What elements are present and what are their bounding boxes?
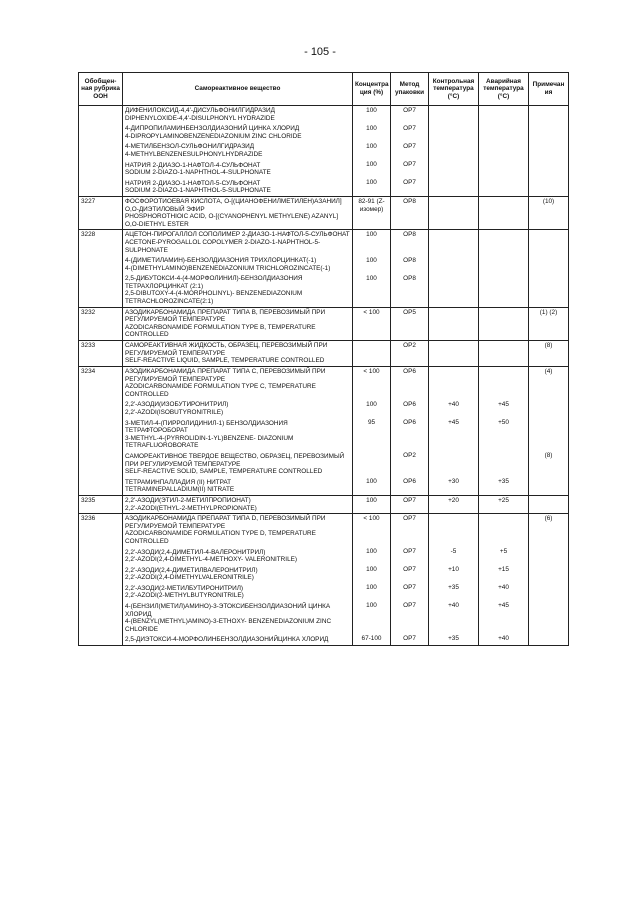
control-temp-value: +35 [448,635,459,643]
emergency-temp-value [481,515,526,545]
notes-value: (8) [544,452,553,460]
substance-name-ru: 2,2'-АЗОДИ(2,4-ДИМЕТИЛВАЛЕРОНИТРИЛ) [125,566,258,574]
substance-name-en: 4-DIPROPYLAMINOBENZENEDIAZONIUM ZINC CHLORIDE [125,132,302,140]
concentration-value: < 100 [363,368,380,376]
concentration-value [355,452,388,475]
control-temp-value [431,257,476,272]
substance-entry [125,636,350,644]
emergency-temp-value: +15 [498,566,509,574]
substance-entry [125,125,350,140]
control-temp-cell [429,341,479,367]
substance-name-en: 2,2'-AZODI(2-METHYLBUTYRONITRILE) [125,592,244,600]
substance-name-ru: 4-(БЕНЗИЛ(МЕТИЛ)АМИНО)-3-ЭТОКСИБЕНЗОЛДИАЗОНИЙ ЦИНКА ХЛОРИД [125,603,331,618]
substance-name-ru: 2,2'-АЗОДИ(2-МЕТИЛБУТИРОНИТРИЛ) [125,584,244,592]
control-temp-cell [429,106,479,197]
table-row [79,514,569,646]
control-temp-value [431,515,476,545]
substance-entry [125,342,350,365]
notes-cell [529,495,569,513]
emergency-temp-cell [479,495,529,513]
substance-name-en: AZODICARBONAMIDE FORMULATION TYPE B, TEMPERATURE CONTROLLED [125,323,316,339]
packing-method-value: OP6 [403,419,416,427]
emergency-temp-value [481,198,526,228]
notes-value [531,143,566,158]
substance-entry [125,515,350,545]
notes-value [531,584,566,599]
packing-method-value: OP8 [403,197,416,205]
substance-cell [123,196,353,229]
packing-method-value: OP6 [403,401,416,409]
packing-method-value: OP8 [403,257,416,265]
notes-value [531,125,566,140]
substance-name-en: 3-METHYL-4-(PYRROLIDIN-1-YL)BENZENE- DIAZONIUM TETRAFLUOROBORATE [125,434,294,450]
substance-name-en: 2,2'-AZODI(ISOBUTYRONITRILE) [125,409,224,416]
packing-method-value: OP5 [403,308,416,316]
concentration-cell [353,367,391,496]
control-temp-value [431,198,476,228]
notes-cell [529,341,569,367]
substance-name-ru: АЗОДИКАРБОНАМИДА ПРЕПАРАТ ТИПА D, ПЕРЕВОЗИМЫЙ ПРИ РЕГУЛИРУЕМОЙ ТЕМПЕРАТУРЕ [125,515,326,530]
packing-method-cell [391,196,429,229]
concentration-value [355,342,388,365]
substance-entry [125,231,350,254]
control-temp-cell [429,495,479,513]
notes-value [531,548,566,563]
substance-entry [125,275,350,305]
substance-name-ru: 4-(ДИМЕТИЛАМИН)-БЕНЗОЛДИАЗОНИЯ ТРИХЛОРЦИНКАТ(-1) [125,257,317,265]
emergency-temp-value: +35 [498,478,509,486]
notes-value [531,107,566,122]
notes-value [531,401,566,416]
packing-method-value: OP7 [403,496,416,504]
packing-method-value: OP7 [403,566,416,574]
concentration-cell [353,230,391,307]
packing-method-value: OP7 [403,635,416,643]
concentration-value: 100 [366,161,377,168]
emergency-temp-cell [479,307,529,340]
substance-name-en: 2,2'-AZODI(2,4-DIMETHYL-4-METHOXY- VALERONITRILE) [125,556,298,564]
emergency-temp-cell [479,106,529,197]
substance-name-en: AZODICARBONAMIDE FORMULATION TYPE D, TEMPERATURE CONTROLLED [125,530,316,545]
emergency-temp-value [481,257,526,272]
emergency-temp-value: +50 [498,419,509,427]
control-temp-value: +35 [448,584,459,592]
packing-method-cell [391,106,429,197]
emergency-temp-cell [479,230,529,307]
substance-entry [125,453,350,476]
table-row [79,106,569,197]
concentration-value: < 100 [363,515,380,523]
substance-cell [123,341,353,367]
control-temp-cell [429,514,479,646]
substance-name-ru: ФОСФОРОТИОЕВАЯ КИСЛОТА, O-[(ЦИАНОФЕНИЛМЕТИЛЕН)АЗАНИЛ] O,O-ДИЭТИЛОВЫЙ ЭФИР [125,197,342,213]
notes-value [531,497,566,512]
header-control-temp: Контрольная температура (°C) [429,73,479,106]
substance-name-en: 4-(BENZYL(METHYL)AMINO)-3-ETHOXY- BENZENEDIAZONIUM ZINC CHLORIDE [125,618,332,633]
substance-name-en: DIPHENYLOXIDE-4,4'-DISULPHONYL HYDRAZIDE [125,114,275,122]
emergency-temp-value: +40 [498,584,509,592]
page-number: - 105 - [304,46,336,58]
notes-cell [529,230,569,307]
un-entry-cell: 3233 [79,341,123,367]
emergency-temp-cell [479,196,529,229]
substance-name-en: 4-(DIMETHYLAMINO)BENZENEDIAZONIUM TRICHLOROZINCATE(-1) [125,264,331,272]
un-entry-cell: 3232 [79,307,123,340]
packing-method-cell [391,514,429,646]
emergency-temp-value [481,161,526,176]
packing-method-value: OP7 [403,143,416,150]
substance-name-en: ACETONE-PYROGALLOL COPOLYMER 2-DIAZO-1-NAPHTHOL-5-SULPHONATE [125,238,321,254]
concentration-value: < 100 [363,308,380,316]
notes-value [531,275,566,305]
notes-value [531,231,566,254]
emergency-temp-value: +5 [499,548,508,556]
substance-name-ru: САМОРЕАКТИВНАЯ ЖИДКОСТЬ, ОБРАЗЕЦ, ПЕРЕВОЗИМЫЙ ПРИ РЕГУЛИРУЕМОЙ ТЕМПЕРАТУРЕ [125,342,328,357]
packing-method-value: OP8 [403,275,416,283]
header-substance: Самореактивное вещество [123,73,353,106]
notes-cell [529,106,569,197]
self-reactive-substances-table [78,72,569,646]
substance-name-en: 4-METHYLBENZENESULPHONYLHYDRAZIDE [125,150,263,158]
packing-method-cell [391,495,429,513]
packing-method-value: OP6 [403,368,416,376]
concentration-value: 100 [366,143,377,150]
un-entry-cell [79,106,123,197]
substance-name-ru: 4-ДИПРОПИЛАМИНБЕНЗОЛДИАЗОНИЙ ЦИНКА ХЛОРИД [125,125,300,133]
concentration-value: 100 [366,231,377,239]
notes-value [531,161,566,176]
notes-value: (6) [544,515,553,523]
emergency-temp-value: +25 [498,496,509,504]
emergency-temp-value: +45 [498,602,509,610]
table-row [79,341,569,367]
notes-cell [529,367,569,496]
packing-method-value: OP7 [403,125,416,132]
substance-name-en: AZODICARBONAMIDE FORMULATION TYPE C, TEMPERATURE CONTROLLED [125,383,316,398]
control-temp-value: -5 [450,548,457,556]
concentration-value: 100 [366,107,377,114]
substance-name-ru: 2,2'-АЗОДИ(ИЗОБУТИРОНИТРИЛ) [125,401,229,409]
concentration-value: 100 [366,584,377,592]
packing-method-value: OP7 [403,515,416,523]
concentration-cell [353,196,391,229]
emergency-temp-value [481,179,526,194]
packing-method-value: OP7 [403,602,416,610]
un-entry-cell: 3235 [79,495,123,513]
concentration-cell [353,106,391,197]
control-temp-value [431,342,476,365]
emergency-temp-value [481,275,526,305]
substance-entry [125,567,350,582]
emergency-temp-value: +45 [498,401,509,409]
substance-name-ru: ДИФЕНИЛОКСИД-4,4'-ДИСУЛЬФОНИЛГИДРАЗИД [125,107,275,114]
control-temp-value: +45 [448,419,459,427]
substance-name-ru: АЗОДИКАРБОНАМИДА ПРЕПАРАТ ТИПА C, ПЕРЕВОЗИМЫЙ ПРИ РЕГУЛИРУЕМОЙ ТЕМПЕРАТУРЕ [125,368,326,383]
substance-name-en: SELF-REACTIVE SOLID, SAMPLE, TEMPERATURE CONTROLLED [125,468,323,476]
table-row [79,196,569,229]
concentration-cell [353,514,391,646]
table-row [79,367,569,496]
notes-cell [529,307,569,340]
control-temp-cell [429,307,479,340]
emergency-temp-value [481,125,526,140]
control-temp-cell [429,367,479,496]
control-temp-cell [429,196,479,229]
control-temp-value [431,143,476,158]
substance-entry [125,309,350,339]
emergency-temp-cell [479,514,529,646]
substance-entry [125,180,350,195]
emergency-temp-value [481,107,526,122]
substance-name-ru: 2,2'-АЗОДИ(2,4-ДИМЕТИЛ-4-ВАЛЕРОНИТРИЛ) [125,548,266,556]
concentration-value: 100 [366,275,377,283]
substance-entry [125,603,350,633]
substance-name-ru: 4-МЕТИЛБЕНЗОЛ-СУЛЬФОНИЛГИДРАЗИД [125,143,255,151]
emergency-temp-value [481,342,526,365]
substance-name-en: TETRAMINEPALLADIUM(II) NITRATE [125,486,235,494]
control-temp-value [431,179,476,194]
notes-value: (10) [542,197,555,205]
control-temp-value: +40 [448,602,459,610]
notes-value [531,566,566,581]
notes-value [531,257,566,272]
header-notes: Примечан ия [529,73,569,106]
packing-method-cell [391,307,429,340]
substance-cell [123,495,353,513]
substance-cell [123,514,353,646]
substance-name-en: SODIUM 2-DIAZO-1-NAPHTHOL-4-SULPHONATE [125,169,271,177]
substance-name-ru: 2,2'-АЗОДИ(ЭТИЛ-2-МЕТИЛПРОПИОНАТ) [125,496,251,504]
concentration-value: 100 [366,566,377,574]
table-row [79,307,569,340]
notes-value [531,419,566,449]
packing-method-value: OP7 [403,584,416,592]
concentration-cell [353,495,391,513]
packing-method-value: OP7 [403,107,416,114]
header-packing-method: Метод упаковки [391,73,429,106]
control-temp-value [431,125,476,140]
packing-method-value: OP2 [403,342,416,350]
substance-entry [125,479,350,494]
substance-entry [125,549,350,564]
packing-method-cell [391,341,429,367]
un-entry-cell: 3234 [79,367,123,496]
control-temp-value [431,231,476,254]
notes-value [531,635,566,643]
concentration-value: 100 [366,602,377,610]
substance-entry [125,257,350,272]
substance-entry [125,401,350,416]
substance-entry [125,420,350,450]
control-temp-value: +40 [448,401,459,409]
control-temp-value: +10 [448,566,459,574]
substance-name-en: 2,2'-AZODI(ETHYL-2-METHYLPROPIONATE) [125,504,257,512]
header-concentration: Концентра ция (%) [353,73,391,106]
control-temp-cell [429,230,479,307]
emergency-temp-cell [479,341,529,367]
notes-value: (1) (2) [539,308,558,316]
substance-name-ru: НАТРИЯ 2-ДИАЗО-1-НАФТОЛ-5-СУЛЬФОНАТ [125,179,261,187]
control-temp-value [431,275,476,305]
concentration-cell [353,341,391,367]
concentration-value: 67-100 [361,635,382,643]
concentration-value: 100 [366,401,377,409]
packing-method-value: OP6 [403,478,416,486]
substance-entry [125,368,350,398]
packing-method-value: OP2 [403,452,416,460]
packing-method-cell [391,230,429,307]
control-temp-value [431,107,476,122]
substance-name-en: 2,2'-AZODI(2,4-DIMETHYLVALERONITRILE) [125,574,254,582]
packing-method-value: OP8 [403,231,416,239]
substance-name-en: PHOSPHOROTHIOIC ACID, O-[(CYANOPHENYL METHYLENE) AZANYL] O,O-DIETHYL ESTER [125,213,339,228]
notes-value [531,179,566,194]
substance-name-ru: 2,5-ДИЭТОКСИ-4-МОРФОЛИНБЕНЗОЛДИАЗОНИЙЦИНКА ХЛОРИД [125,636,329,644]
concentration-value: 100 [366,257,377,265]
concentration-value: 100 [366,125,377,132]
substance-cell [123,367,353,496]
substance-name-ru: САМОРЕАКТИВНОЕ ТВЕРДОЕ ВЕЩЕСТВО, ОБРАЗЕЦ, ПЕРЕВОЗИМЫЙ ПРИ РЕГУЛИРУЕМОЙ ТЕМПЕРАТУРЕ [125,452,345,468]
substance-name-ru: АЦЕТОН-ПИРОГАЛЛОЛ СОПОЛИМЕР 2-ДИАЗО-1-НАФТОЛ-5-СУЛЬФОНАТ [125,231,350,239]
header-row [79,73,569,106]
substance-entry [125,585,350,600]
table-row [79,230,569,307]
packing-method-value: OP7 [403,548,416,556]
un-entry-cell: 3236 [79,514,123,646]
packing-method-cell [391,367,429,496]
notes-value [531,602,566,632]
substance-entry [125,162,350,177]
emergency-temp-value [481,309,526,339]
control-temp-value: +30 [448,478,459,486]
substance-name-en: 2,5-DIBUTOXY-4-(4-MORPHOLINYL)- BENZENEDIAZONIUM TETRACHLOROZINCATE(2:1) [125,290,303,306]
substance-entry [125,497,350,512]
control-temp-value: +20 [448,496,459,504]
substance-entry [125,143,350,158]
substance-cell [123,230,353,307]
notes-value: (4) [544,368,553,376]
control-temp-value [431,452,476,475]
concentration-value: 100 [366,179,377,186]
table-row [79,495,569,513]
header-un-entry: Обобщен-ная рубрика ООН [79,73,123,106]
substance-cell [123,307,353,340]
notes-cell [529,514,569,646]
substance-name-en: SELF-REACTIVE LIQUID, SAMPLE, TEMPERATURE CONTROLLED [125,357,325,365]
emergency-temp-value [481,452,526,475]
substance-cell [123,106,353,197]
notes-value: (8) [544,342,553,350]
substance-name-ru: АЗОДИКАРБОНАМИДА ПРЕПАРАТ ТИПА B, ПЕРЕВОЗИМЫЙ ПРИ РЕГУЛИРУЕМОЙ ТЕМПЕРАТУРЕ [125,308,326,324]
control-temp-value [431,309,476,339]
header-emergency-temp: Аварийная температура (°C) [479,73,529,106]
notes-cell [529,196,569,229]
emergency-temp-value [481,368,526,398]
substance-name-ru: 3-МЕТИЛ-4-(ПИРРОЛИДИНИЛ-1) БЕНЗОЛДИАЗОНИЯ ТЕТРАФТОРОБОРАТ [125,419,288,435]
concentration-value: 100 [366,478,377,486]
substance-name-ru: НАТРИЯ 2-ДИАЗО-1-НАФТОЛ-4-СУЛЬФОНАТ [125,161,261,169]
substance-name-ru: 2,5-ДИБУТОКСИ-4-(4-МОРФОЛИНИЛ)-БЕНЗОЛДИАЗОНИЯ ТЕТРАХЛОРЦИНКАТ (2:1) [125,275,303,290]
emergency-temp-cell [479,367,529,496]
packing-method-value: OP7 [403,179,416,186]
substance-entry [125,198,350,228]
concentration-value: 100 [366,548,377,556]
control-temp-value [431,161,476,176]
control-temp-value [431,368,476,398]
emergency-temp-value [481,143,526,158]
un-entry-cell: 3227 [79,196,123,229]
substance-entry [125,107,350,122]
notes-value [531,478,566,493]
substance-name-ru: ТЕТРАМИНПАЛЛАДИЯ (II) НИТРАТ [125,478,232,486]
concentration-cell [353,307,391,340]
packing-method-value: OP7 [403,161,416,168]
concentration-value: 95 [367,419,376,427]
emergency-temp-value: +40 [498,635,509,643]
concentration-value: 82-91 (Z-изомер) [358,197,385,213]
concentration-value: 100 [366,496,377,504]
emergency-temp-value [481,231,526,254]
substance-name-en: SODIUM 2-DIAZO-1-NAPHTHOL-5-SULPHONATE [125,187,271,195]
un-entry-cell: 3228 [79,230,123,307]
